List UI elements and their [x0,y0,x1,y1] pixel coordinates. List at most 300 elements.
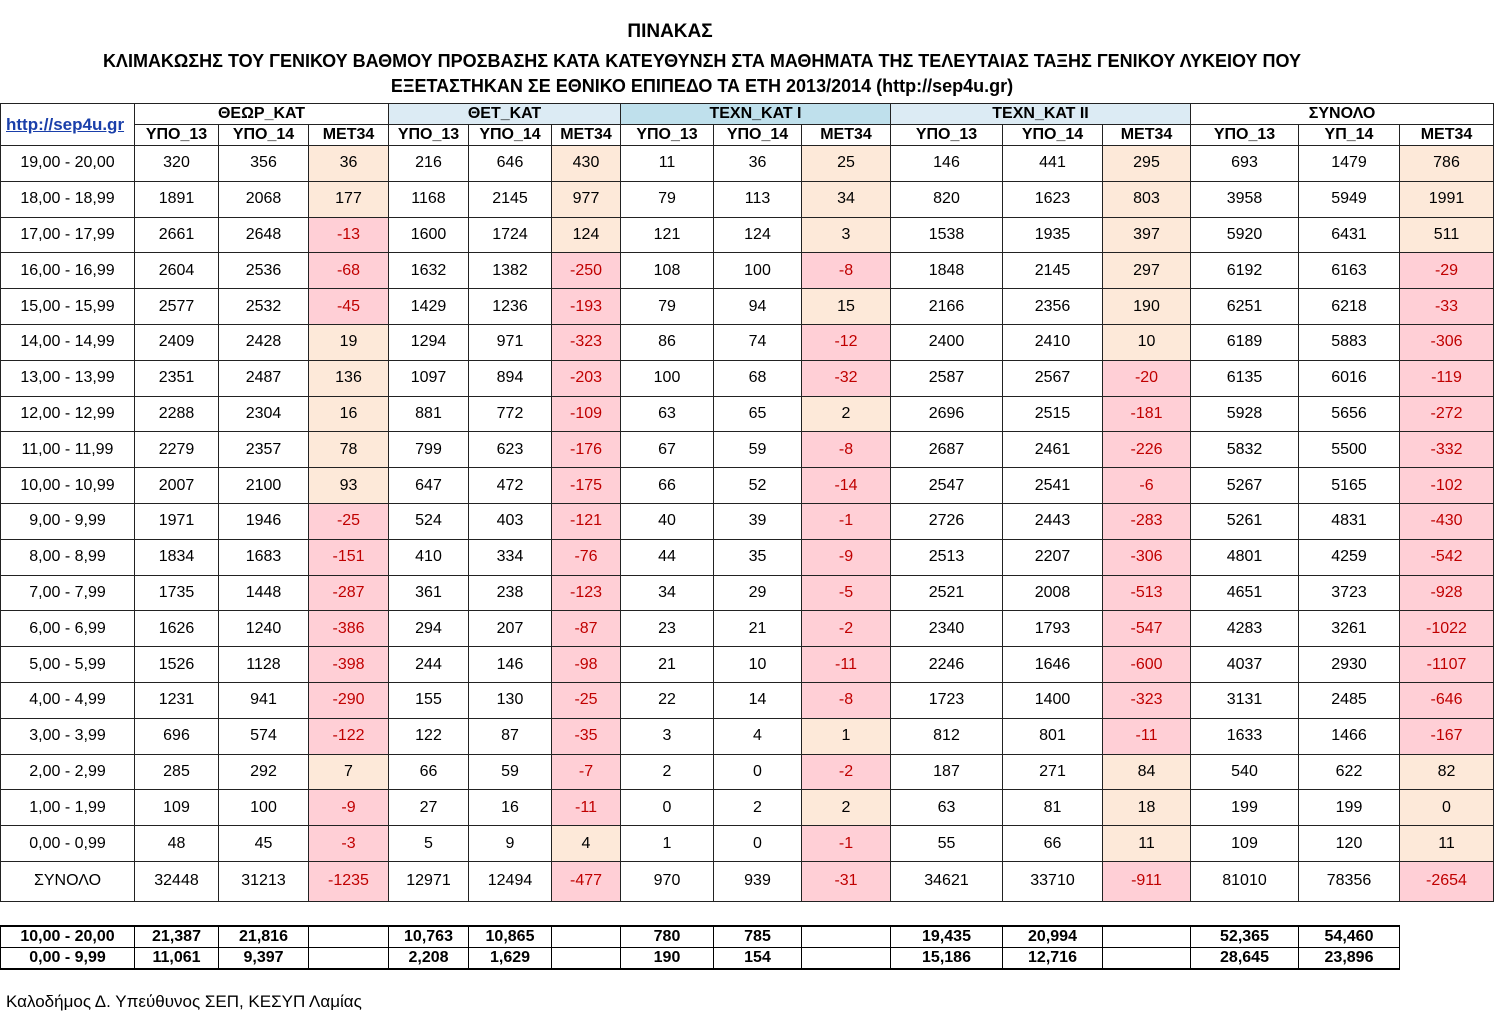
change-cell: 136 [309,360,389,396]
change-cell: -306 [1400,324,1494,360]
change-cell: -272 [1400,396,1494,432]
range-cell: 15,00 - 15,99 [1,289,135,325]
table-row [1,432,1494,468]
value-cell: 1735 [135,575,219,611]
range-cell: 17,00 - 17,99 [1,217,135,253]
table-row [1,682,1494,718]
value-cell: 6431 [1299,217,1400,253]
change-cell: -2 [802,754,891,790]
change-cell: 4 [552,826,621,862]
change-cell: -542 [1400,539,1494,575]
value-cell: 4651 [1191,575,1299,611]
change-cell: -928 [1400,575,1494,611]
value-cell: 6218 [1299,289,1400,325]
value-cell: 1400 [1003,682,1103,718]
summary-value-cell: 28,645 [1191,948,1299,970]
change-cell: -287 [309,575,389,611]
change-cell: -477 [552,861,621,901]
summary-value-cell [802,926,891,948]
value-cell: 4 [714,718,802,754]
table-row [1,861,1494,901]
value-cell: 1526 [135,647,219,683]
summary-value-cell [802,948,891,970]
value-cell: 2521 [891,575,1003,611]
summary-value-cell [309,926,389,948]
range-cell: 6,00 - 6,99 [1,611,135,647]
value-cell: 1724 [469,217,552,253]
change-cell: 2 [802,396,891,432]
range-cell: 13,00 - 13,99 [1,360,135,396]
summary-value-cell: 190 [621,948,714,970]
value-cell: 4801 [1191,539,1299,575]
change-cell: 786 [1400,146,1494,182]
value-cell: 5261 [1191,503,1299,539]
summary-value-cell: 19,435 [891,926,1003,948]
value-cell: 971 [469,324,552,360]
summary-value-cell: 20,994 [1003,926,1103,948]
value-cell: 65 [714,396,802,432]
value-cell: 540 [1191,754,1299,790]
group-header-theor: ΘΕΩΡ_ΚΑΤ [135,104,389,125]
value-cell: 66 [389,754,469,790]
value-cell: 121 [621,217,714,253]
table-row [1,575,1494,611]
value-cell: 100 [714,253,802,289]
value-cell: 67 [621,432,714,468]
change-cell: -11 [552,790,621,826]
range-cell: 2,00 - 2,99 [1,754,135,790]
value-cell: 9 [469,826,552,862]
change-cell: -176 [552,432,621,468]
value-cell: 1623 [1003,181,1103,217]
summary-value-cell: 52,365 [1191,926,1299,948]
change-cell: 177 [309,181,389,217]
value-cell: 334 [469,539,552,575]
change-cell: -1235 [309,861,389,901]
value-cell: 0 [621,790,714,826]
change-cell: -33 [1400,289,1494,325]
column-header: ΥΠΟ_13 [389,125,469,146]
change-cell: -203 [552,360,621,396]
value-cell: 155 [389,682,469,718]
value-cell: 66 [621,468,714,504]
value-cell: 2400 [891,324,1003,360]
range-cell: 0,00 - 0,99 [1,826,135,862]
range-cell: ΣΥΝΟΛΟ [1,861,135,901]
value-cell: 130 [469,682,552,718]
summary-value-cell: 154 [714,948,802,970]
subheader-row [1,125,1494,146]
value-cell: 1626 [135,611,219,647]
value-cell: 524 [389,503,469,539]
subtitle-line-2: ΕΞΕΤΑΣΤΗΚΑΝ ΣΕ ΕΘΝΙΚΟ ΕΠΙΠΕΔΟ ΤΑ ΕΤΗ 2013/2014 (http://sep4u.gr) [390,76,1014,96]
summary-table [0,925,1400,970]
value-cell: 2532 [219,289,309,325]
change-cell: 93 [309,468,389,504]
value-cell: 124 [714,217,802,253]
value-cell: 799 [389,432,469,468]
value-cell: 2930 [1299,647,1400,683]
value-cell: 108 [621,253,714,289]
value-cell: 5928 [1191,396,1299,432]
summary-row [1,926,1400,948]
value-cell: 2604 [135,253,219,289]
change-cell: -123 [552,575,621,611]
value-cell: 647 [389,468,469,504]
value-cell: 5656 [1299,396,1400,432]
value-cell: 285 [135,754,219,790]
value-cell: 238 [469,575,552,611]
summary-value-cell: 11,061 [135,948,219,970]
column-header: ΜΕΤ34 [1103,125,1191,146]
value-cell: 32448 [135,861,219,901]
summary-value-cell: 23,896 [1299,948,1400,970]
value-cell: 1128 [219,647,309,683]
value-cell: 2166 [891,289,1003,325]
value-cell: 271 [1003,754,1103,790]
change-cell: 295 [1103,146,1191,182]
change-cell: -12 [802,324,891,360]
value-cell: 109 [1191,826,1299,862]
value-cell: 3 [621,718,714,754]
value-cell: 21 [714,611,802,647]
summary-value-cell: 15,186 [891,948,1003,970]
value-cell: 2696 [891,396,1003,432]
change-cell: -9 [309,790,389,826]
value-cell: 2145 [469,181,552,217]
value-cell: 5883 [1299,324,1400,360]
value-cell: 45 [219,826,309,862]
table-row [1,826,1494,862]
change-cell: -8 [802,432,891,468]
change-cell: 18 [1103,790,1191,826]
value-cell: 6163 [1299,253,1400,289]
change-cell: 430 [552,146,621,182]
value-cell: 39 [714,503,802,539]
value-cell: 59 [469,754,552,790]
summary-value-cell: 21,816 [219,926,309,948]
value-cell: 23 [621,611,714,647]
value-cell: 78356 [1299,861,1400,901]
group-header-total: ΣΥΝΟΛΟ [1191,104,1494,125]
table-row [1,360,1494,396]
column-header: ΥΠΟ_14 [714,125,802,146]
value-cell: 2726 [891,503,1003,539]
value-cell: 3131 [1191,682,1299,718]
value-cell: 2461 [1003,432,1103,468]
value-cell: 2340 [891,611,1003,647]
change-cell: -98 [552,647,621,683]
change-cell: 0 [1400,790,1494,826]
change-cell: 977 [552,181,621,217]
value-cell: 2661 [135,217,219,253]
column-header: ΜΕΤ34 [802,125,891,146]
column-header: ΥΠΟ_14 [469,125,552,146]
value-cell: 199 [1191,790,1299,826]
value-cell: 1946 [219,503,309,539]
value-cell: 2587 [891,360,1003,396]
change-cell: -119 [1400,360,1494,396]
summary-value-cell: 21,387 [135,926,219,948]
change-cell: -7 [552,754,621,790]
change-cell: -8 [802,253,891,289]
summary-range-cell: 0,00 - 9,99 [1,948,135,970]
value-cell: 0 [714,826,802,862]
value-cell: 12971 [389,861,469,901]
value-cell: 79 [621,289,714,325]
change-cell: -513 [1103,575,1191,611]
value-cell: 22 [621,682,714,718]
value-cell: 11 [621,146,714,182]
value-cell: 2008 [1003,575,1103,611]
column-header: ΥΠΟ_14 [1003,125,1103,146]
value-cell: 120 [1299,826,1400,862]
value-cell: 1097 [389,360,469,396]
value-cell: 81 [1003,790,1103,826]
value-cell: 27 [389,790,469,826]
value-cell: 1971 [135,503,219,539]
range-cell: 19,00 - 20,00 [1,146,135,182]
table-row [1,647,1494,683]
value-cell: 40 [621,503,714,539]
change-cell: 10 [1103,324,1191,360]
value-cell: 5 [389,826,469,862]
change-cell: 1 [802,718,891,754]
change-cell: -35 [552,718,621,754]
value-cell: 410 [389,539,469,575]
range-cell: 12,00 - 12,99 [1,396,135,432]
range-cell: 10,00 - 10,99 [1,468,135,504]
value-cell: 2357 [219,432,309,468]
value-cell: 294 [389,611,469,647]
value-cell: 1479 [1299,146,1400,182]
grade-distribution-table [0,103,1494,902]
value-cell: 1935 [1003,217,1103,253]
change-cell: 511 [1400,217,1494,253]
value-cell: 2 [714,790,802,826]
change-cell: -250 [552,253,621,289]
change-cell: -306 [1103,539,1191,575]
value-cell: 1891 [135,181,219,217]
range-cell: 5,00 - 5,99 [1,647,135,683]
change-cell: 19 [309,324,389,360]
value-cell: 68 [714,360,802,396]
change-cell: 15 [802,289,891,325]
summary-value-cell: 9,397 [219,948,309,970]
change-cell: -121 [552,503,621,539]
change-cell: -646 [1400,682,1494,718]
value-cell: 3958 [1191,181,1299,217]
value-cell: 1632 [389,253,469,289]
table-row [1,146,1494,182]
change-cell: 1991 [1400,181,1494,217]
value-cell: 2246 [891,647,1003,683]
value-cell: 2068 [219,181,309,217]
summary-value-cell: 785 [714,926,802,948]
value-cell: 10 [714,647,802,683]
table-row [1,539,1494,575]
change-cell: -45 [309,289,389,325]
summary-value-cell: 10,865 [469,926,552,948]
value-cell: 2351 [135,360,219,396]
value-cell: 2567 [1003,360,1103,396]
value-cell: 2541 [1003,468,1103,504]
value-cell: 59 [714,432,802,468]
change-cell: -109 [552,396,621,432]
value-cell: 100 [219,790,309,826]
table-row [1,289,1494,325]
summary-value-cell: 2,208 [389,948,469,970]
value-cell: 1834 [135,539,219,575]
change-cell: -25 [552,682,621,718]
source-link[interactable]: http://sep4u.gr [6,114,125,134]
table-row [1,754,1494,790]
change-cell: -76 [552,539,621,575]
value-cell: 4283 [1191,611,1299,647]
page-title: ΠΙΝΑΚΑΣ [627,21,713,42]
value-cell: 2687 [891,432,1003,468]
change-cell: -398 [309,647,389,683]
value-cell: 2007 [135,468,219,504]
table-row [1,611,1494,647]
value-cell: 2485 [1299,682,1400,718]
change-cell: -13 [309,217,389,253]
value-cell: 356 [219,146,309,182]
change-cell: -1107 [1400,647,1494,683]
value-cell: 207 [469,611,552,647]
value-cell: 2288 [135,396,219,432]
change-cell: 78 [309,432,389,468]
change-cell: 7 [309,754,389,790]
value-cell: 361 [389,575,469,611]
group-header-row [1,104,1494,125]
value-cell: 122 [389,718,469,754]
value-cell: 646 [469,146,552,182]
page-subtitle [0,49,1404,99]
value-cell: 81010 [1191,861,1299,901]
change-cell: -8 [802,682,891,718]
value-cell: 34621 [891,861,1003,901]
range-cell: 18,00 - 18,99 [1,181,135,217]
value-cell: 74 [714,324,802,360]
change-cell: -68 [309,253,389,289]
value-cell: 1240 [219,611,309,647]
change-cell: -9 [802,539,891,575]
change-cell: -332 [1400,432,1494,468]
change-cell: -283 [1103,503,1191,539]
value-cell: 622 [1299,754,1400,790]
value-cell: 2648 [219,217,309,253]
value-cell: 1236 [469,289,552,325]
change-cell: -5 [802,575,891,611]
value-cell: 403 [469,503,552,539]
value-cell: 1600 [389,217,469,253]
summary-value-cell [552,948,621,970]
value-cell: 292 [219,754,309,790]
value-cell: 146 [469,647,552,683]
column-header: ΥΠΟ_13 [621,125,714,146]
change-cell: -29 [1400,253,1494,289]
value-cell: 812 [891,718,1003,754]
value-cell: 2409 [135,324,219,360]
change-cell: -32 [802,360,891,396]
summary-value-cell: 54,460 [1299,926,1400,948]
value-cell: 31213 [219,861,309,901]
summary-value-cell: 10,763 [389,926,469,948]
value-cell: 94 [714,289,802,325]
value-cell: 244 [389,647,469,683]
change-cell: -87 [552,611,621,647]
column-header: ΥΠΟ_14 [219,125,309,146]
change-cell: -11 [1103,718,1191,754]
value-cell: 5267 [1191,468,1299,504]
value-cell: 113 [714,181,802,217]
change-cell: -6 [1103,468,1191,504]
value-cell: 48 [135,826,219,862]
column-header: ΥΠ_14 [1299,125,1400,146]
value-cell: 16 [469,790,552,826]
change-cell: 16 [309,396,389,432]
summary-body [1,926,1400,969]
range-cell: 9,00 - 9,99 [1,503,135,539]
change-cell: -102 [1400,468,1494,504]
value-cell: 216 [389,146,469,182]
value-cell: 2100 [219,468,309,504]
range-cell: 1,00 - 1,99 [1,790,135,826]
range-cell: 4,00 - 4,99 [1,682,135,718]
change-cell: -226 [1103,432,1191,468]
value-cell: 939 [714,861,802,901]
table-row [1,217,1494,253]
value-cell: 4259 [1299,539,1400,575]
table-body [1,146,1494,902]
change-cell: 11 [1400,826,1494,862]
value-cell: 146 [891,146,1003,182]
value-cell: 1848 [891,253,1003,289]
change-cell: -122 [309,718,389,754]
range-cell: 11,00 - 11,99 [1,432,135,468]
value-cell: 2515 [1003,396,1103,432]
change-cell: 84 [1103,754,1191,790]
column-header: ΥΠΟ_13 [135,125,219,146]
change-cell: -11 [802,647,891,683]
value-cell: 2304 [219,396,309,432]
change-cell: -290 [309,682,389,718]
group-header-techn-2: ΤΕΧΝ_ΚΑΤ ΙΙ [891,104,1191,125]
change-cell: -193 [552,289,621,325]
change-cell: -323 [552,324,621,360]
value-cell: 1231 [135,682,219,718]
value-cell: 2356 [1003,289,1103,325]
change-cell: -20 [1103,360,1191,396]
value-cell: 5165 [1299,468,1400,504]
summary-value-cell: 1,629 [469,948,552,970]
change-cell: -181 [1103,396,1191,432]
value-cell: 21 [621,647,714,683]
value-cell: 1646 [1003,647,1103,683]
value-cell: 693 [1191,146,1299,182]
change-cell: -1022 [1400,611,1494,647]
value-cell: 320 [135,146,219,182]
change-cell: 297 [1103,253,1191,289]
table-row [1,324,1494,360]
change-cell: -25 [309,503,389,539]
subtitle-line-1: ΚΛΙΜΑΚΩΣΗΣ ΤΟΥ ΓΕΝΙΚΟΥ ΒΑΘΜΟΥ ΠΡΟΣΒΑΣΗΣ ΚΑΤΑ ΚΑΤΕΥΘΥΝΣΗ ΣΤΑ ΜΑΘΗΜΑΤΑ ΤΗΣ ΤΕΛΕΥΤΑΙΑΣ ΤΑΞΗΣ ΓΕΝΙΚΟΥ ΛΥΚΕΙΟΥ ΠΟΥ [102,51,1302,71]
value-cell: 574 [219,718,309,754]
value-cell: 472 [469,468,552,504]
value-cell: 63 [891,790,1003,826]
change-cell: -386 [309,611,389,647]
